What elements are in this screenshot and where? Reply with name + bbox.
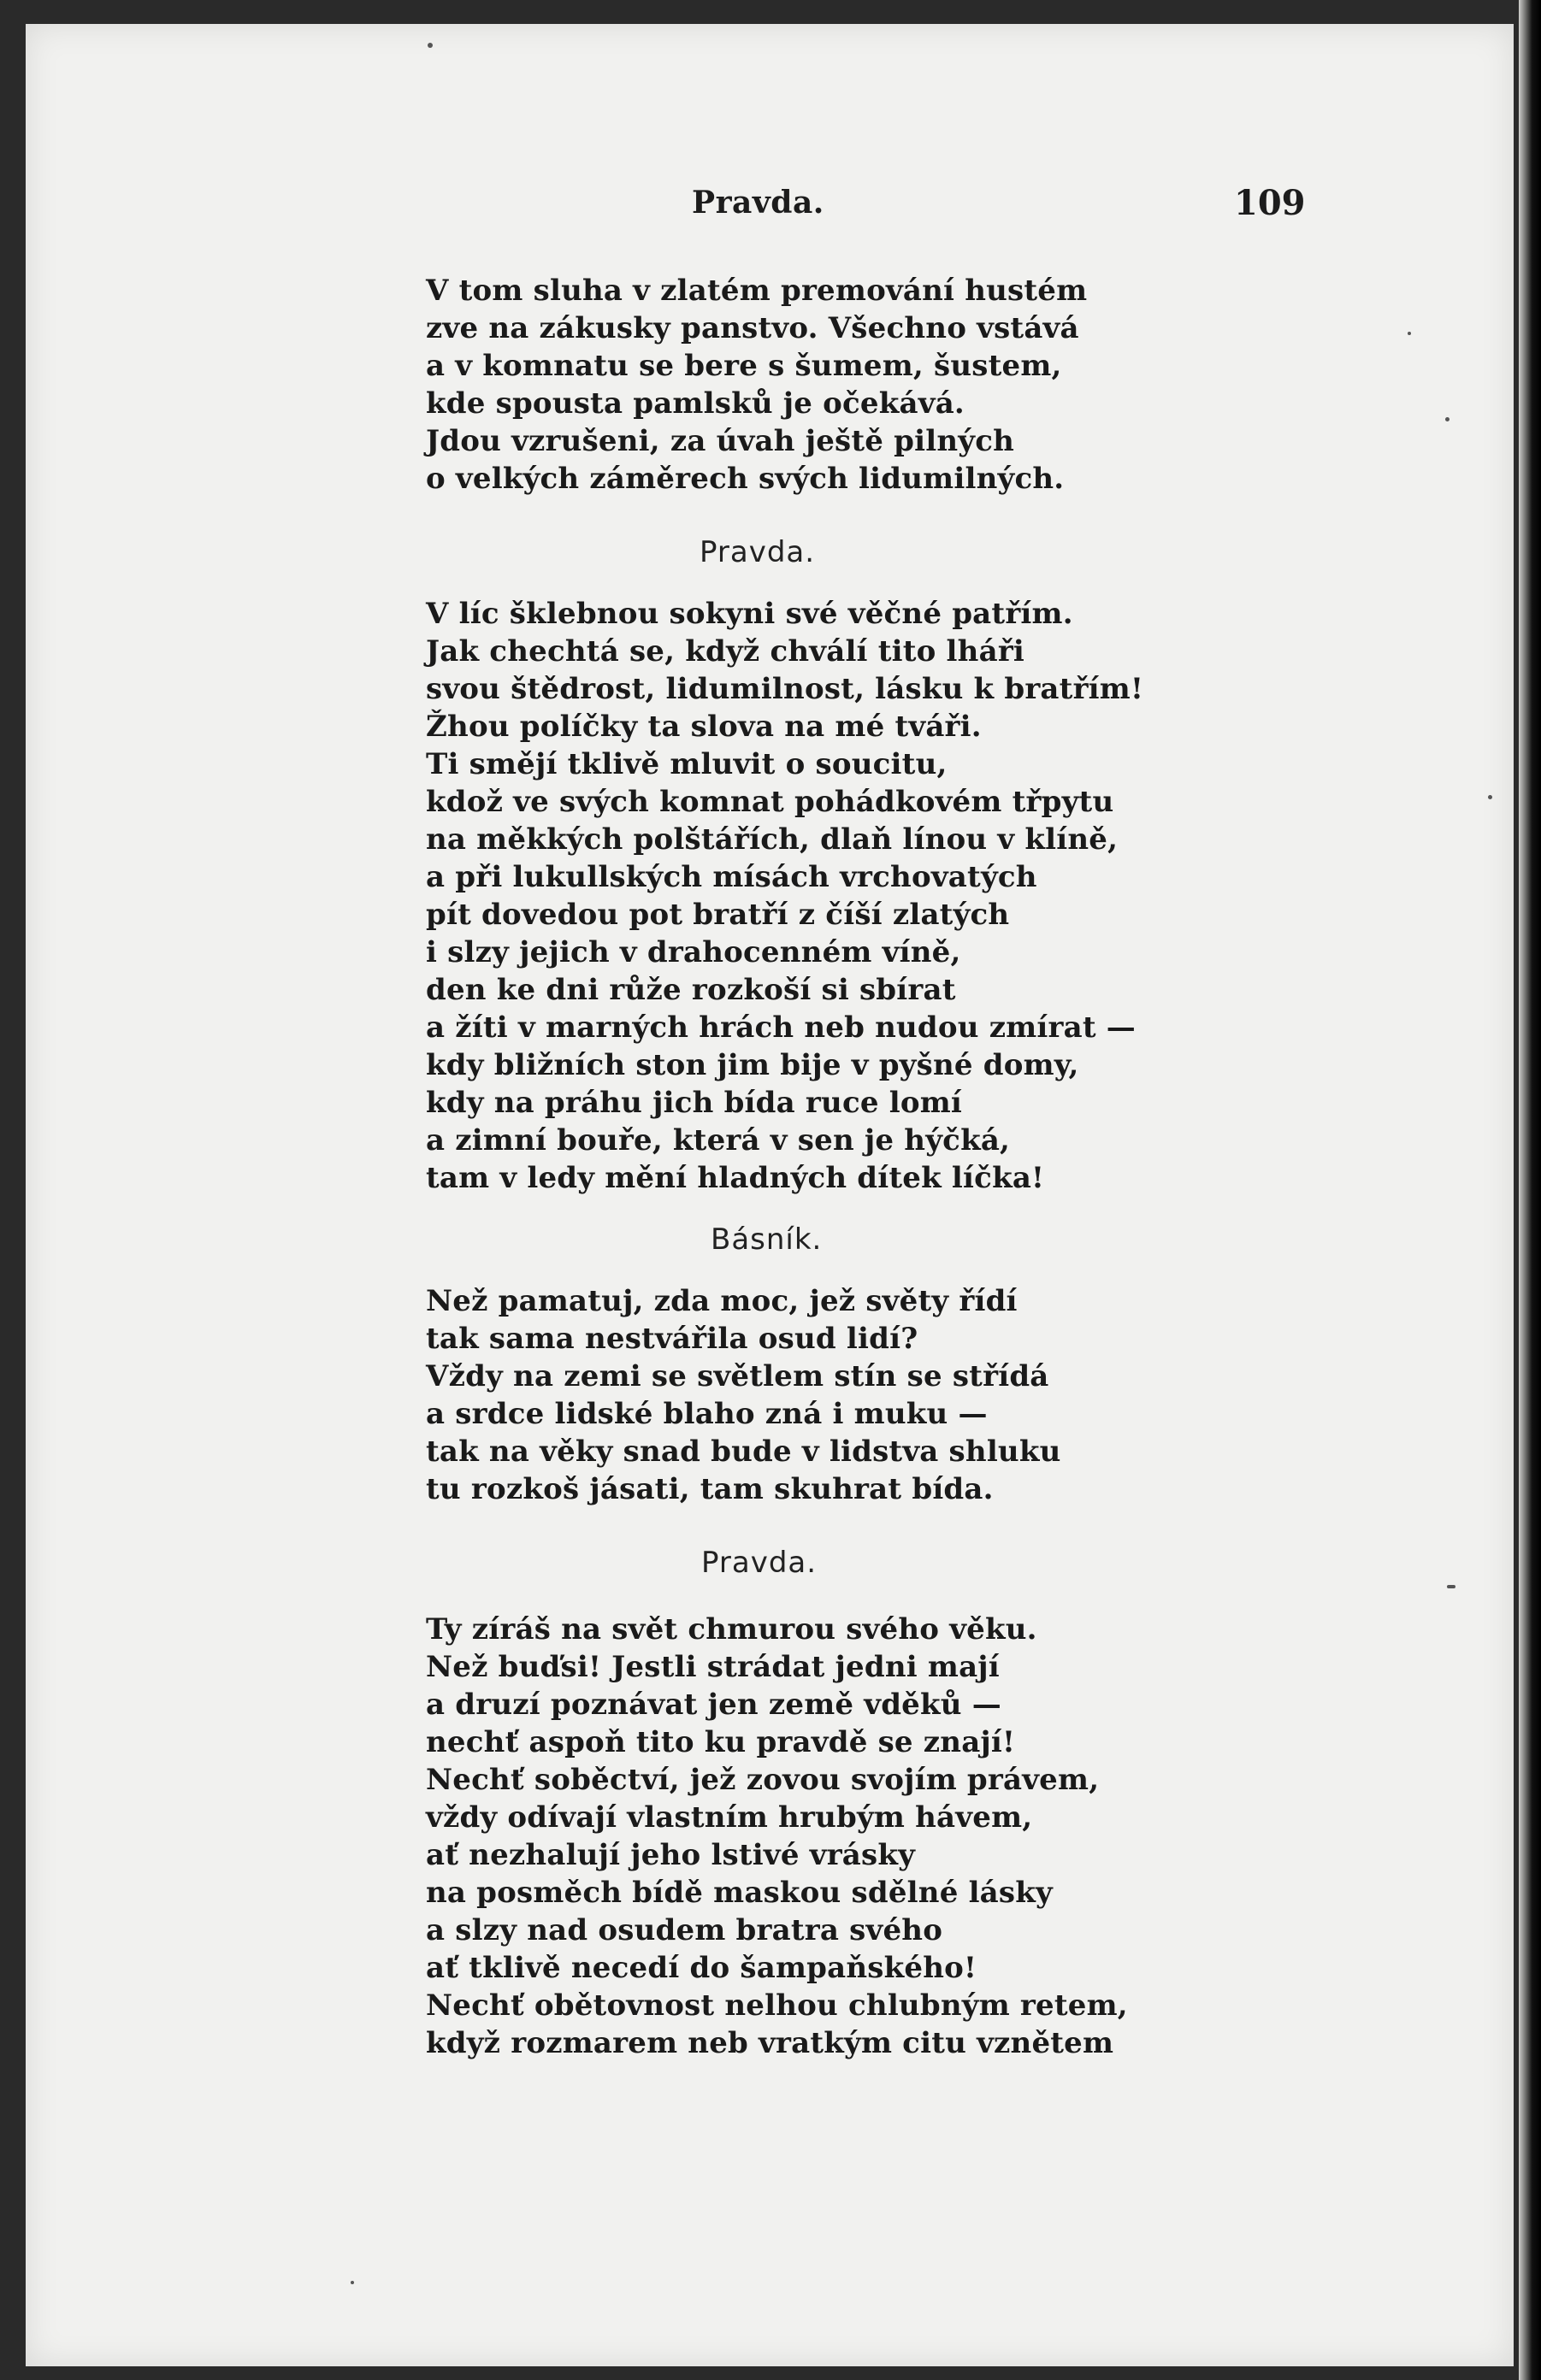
scan-speck: [428, 43, 433, 48]
verse-line: a slzy nad osudem bratra svého: [426, 1913, 943, 1947]
scan-speck: [1408, 332, 1411, 335]
verse-line: zve na zákusky panstvo. Všechno vstává: [426, 311, 1079, 345]
verse-line: nechť aspoň tito ku pravdě se znají!: [426, 1725, 1016, 1759]
verse-line: svou štědrost, lidumilnost, lásku k bratřím!: [426, 672, 1144, 706]
verse-line: Jdou vzrušeni, za úvah ještě pilných: [426, 424, 1015, 458]
verse-line: tam v ledy mění hladných dítek líčka!: [426, 1161, 1045, 1195]
verse-line: Žhou políčky ta slova na mé tváři.: [426, 710, 982, 744]
verse-line: Nechť obětovnost nelhou chlubným retem,: [426, 1988, 1128, 2023]
verse-line: Vždy na zemi se světlem stín se střídá: [426, 1359, 1049, 1393]
verse-line: tu rozkoš jásati, tam skuhrat bída.: [426, 1472, 994, 1506]
verse-line: ať tklivě necedí do šampaňského!: [426, 1951, 977, 1985]
speaker-heading-pravda: Pravda.: [701, 1546, 818, 1580]
verse-line: a srdce lidské blaho zná i muku —: [426, 1397, 988, 1431]
verse-line: kde spousta pamlsků je očekává.: [426, 386, 965, 421]
speaker-heading-basnik: Básník.: [711, 1222, 823, 1257]
verse-line: V tom sluha v zlatém premování hustém: [426, 274, 1088, 308]
verse-line: a v komnatu se bere s šumem, šustem,: [426, 349, 1062, 383]
scan-speck: [1447, 1585, 1455, 1588]
verse-line: V líc šklebnou sokyni své věčné patřím.: [426, 597, 1073, 631]
scan-speck: [1445, 417, 1449, 421]
scan-speck: [351, 2281, 354, 2284]
verse-line: o velkých záměrech svých lidumilných.: [426, 462, 1065, 496]
stanza-1: [426, 272, 1281, 498]
verse-line: na měkkých polštářích, dlaň línou v klíně,: [426, 822, 1119, 857]
verse-line: když rozmarem neb vratkým citu vznětem: [426, 2026, 1114, 2060]
verse-line: Než buďsi! Jestli strádat jedni mají: [426, 1650, 1000, 1684]
verse-line: tak sama nestvářila osud lidí?: [426, 1322, 918, 1356]
verse-line: a druzí poznávat jen země vděků —: [426, 1688, 1001, 1722]
scan-edge: [1519, 0, 1541, 2380]
running-head: Pravda.: [692, 185, 824, 221]
verse-line: pít dovedou pot bratří z číší zlatých: [426, 898, 1010, 932]
verse-line: a žíti v marných hrách neb nudou zmírat —: [426, 1010, 1137, 1045]
stanza-4: [426, 1611, 1281, 2062]
verse-line: Ti smějí tklivě mluvit o soucitu,: [426, 747, 948, 781]
verse-line: kdož ve svých komnat pohádkovém třpytu: [426, 785, 1114, 819]
stanza-3: [426, 1282, 1281, 1508]
page-number: 109: [1234, 183, 1306, 223]
verse-line: ať nezhalují jeho lstivé vrásky: [426, 1838, 916, 1872]
verse-line: Ty zíráš na svět chmurou svého věku.: [426, 1612, 1037, 1647]
poem-text: [426, 272, 1281, 2062]
page-header: [26, 178, 1514, 229]
verse-line: Nechť soběctví, jež zovou svojím právem,: [426, 1763, 1100, 1797]
verse-line: a při lukullských mísách vrchovatých: [426, 860, 1037, 894]
verse-line: kdy bližních ston jim bije v pyšné domy,: [426, 1048, 1079, 1082]
verse-line: kdy na práhu jich bída ruce lomí: [426, 1086, 962, 1120]
verse-line: na posměch bídě maskou sdělné lásky: [426, 1876, 1053, 1910]
scan-speck: [1488, 795, 1492, 799]
verse-line: tak na věky snad bude v lidstva shluku: [426, 1434, 1061, 1469]
verse-line: vždy odívají vlastním hrubým hávem,: [426, 1800, 1033, 1835]
verse-line: Jak chechtá se, když chválí tito lháři: [426, 634, 1025, 669]
verse-line: Než pamatuj, zda moc, jež světy řídí: [426, 1284, 1018, 1318]
speaker-heading-pravda: Pravda.: [700, 535, 816, 569]
verse-line: i slzy jejich v drahocenném víně,: [426, 935, 961, 969]
stanza-2: [426, 595, 1281, 1197]
book-page: [26, 24, 1514, 2366]
verse-line: a zimní bouře, která v sen je hýčká,: [426, 1123, 1011, 1158]
verse-line: den ke dni růže rozkoší si sbírat: [426, 973, 956, 1007]
